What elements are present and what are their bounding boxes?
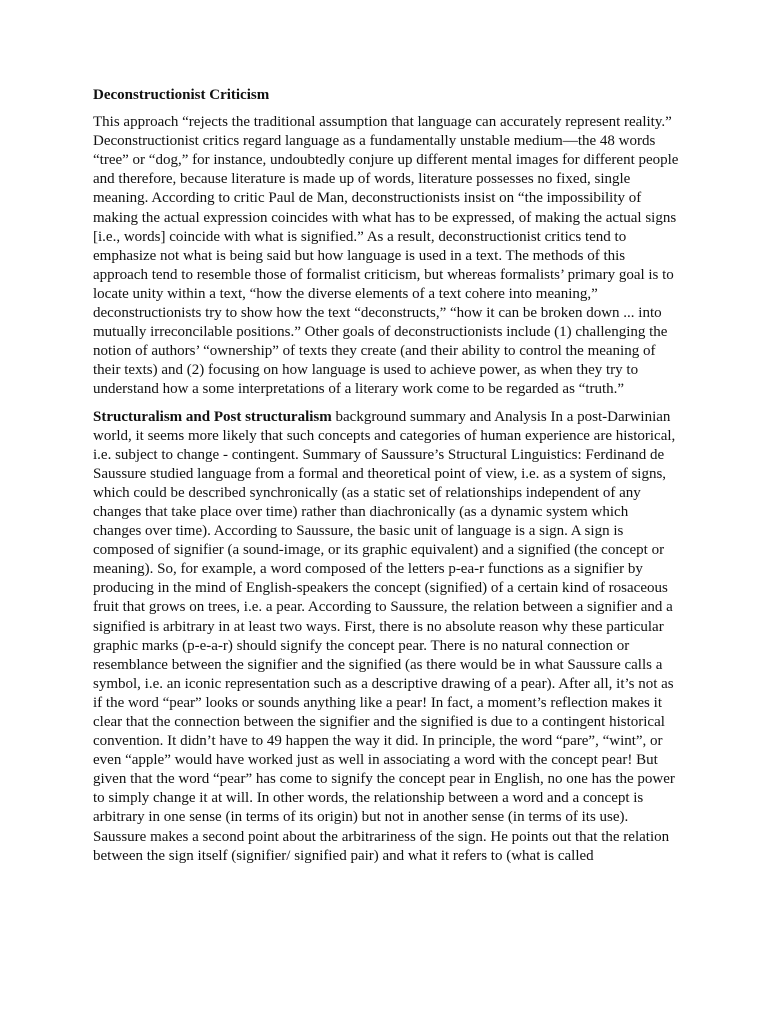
- section-heading-deconstructionist: Deconstructionist Criticism: [93, 87, 270, 103]
- paragraph-body-structuralism: background summary and Analysis In a post-Darwinian world, it seems more likely that such concepts and categories of human experience are historical, i.e. subject to change - contingent. Summary of Saussure’s Structural Linguistics: Ferdinand de Saussure studied language from a formal and theoretical point of view, i.e. as a system of signs, which could be described synchronically (as a static set of relationships independent of any changes that take place over time) rather than diachronically (as a dynamic system which changes over time). According to Saussure, the basic unit of language is a sign. A sign is composed of signifier (a sound-image, or its graphic equivalent) and a signified (the concept or meaning). So, for example, a word composed of the letters p-ea-r functions as a signifier by producing in the mind of English-speakers the concept (signified) of a certain kind of rosaceous fruit that grows on trees, i.e. a pear. According to Saussure, the relation between a signifier and a signified is arbitrary in at least two ways. First, there is no absolute reason why these particular graphic marks (p-e-a-r) should signify the concept pear. There is no natural connection or resemblance between the signifier and the signified (as there would be in what Saussure calls a symbol, i.e. an iconic representation such as a descriptive drawing of a pear). After all, it’s not as if the word “pear” looks or sounds anything like a pear! In fact, a moment’s reflection makes it clear that the connection between the signifier and the signified is due to a contingent historical convention. It didn’t have to 49 happen the way it did. In principle, the word “pare”, “wint”, or even “apple” would have worked just as well in associating a word with the concept pear! But given that the word “pear” has come to signify the concept pear in English, no one has the power to simply change it at will. In other words, the relationship between a word and a concept is arbitrary in one sense (in terms of its origin) but not in another sense (in terms of its use). Saussure makes a second point about the arbitrariness of the sign. He points out that the relation between the sign itself (signifier/ signified pair) and what it refers to (what is called: [93, 408, 676, 864]
- paragraph-lead-structuralism: Structuralism and Post structuralism: [93, 408, 332, 425]
- paragraph-deconstructionist: This approach “rejects the traditional assumption that language can accurately represent reality.” Deconstructionist critics regard language as a fundamentally unstable medium—the 48 words “tree” or “dog,” for instance, undoubtedly conjure up different mental images for different people and therefore, because literature is made up of words, literature possesses no fixed, single meaning. According to critic Paul de Man, deconstructionists insist on “the impossibility of making the actual expression coincides with what has to be expressed, of making the actual signs [i.e., words] coincide with what is signified.” As a result, deconstructionist critics tend to emphasize not what is being said but how language is used in a text. The methods of this approach tend to resemble those of formalist criticism, but whereas formalists’ primary goal is to locate unity within a text, “how the diverse elements of a text cohere into meaning,” deconstructionists try to show how the text “deconstructs,” “how it can be broken down ... into mutually irreconcilable positions.” Other goals of deconstructionists include (1) challenging the notion of authors’ “ownership” of texts they create (and their ability to control the meaning of their texts) and (2) focusing on how language is used to achieve power, as when they try to understand how a some interpretations of a literary work come to be regarded as “truth.”: [93, 114, 679, 398]
- document-page: [93, 86, 679, 874]
- paragraph-structuralism: [93, 408, 679, 866]
